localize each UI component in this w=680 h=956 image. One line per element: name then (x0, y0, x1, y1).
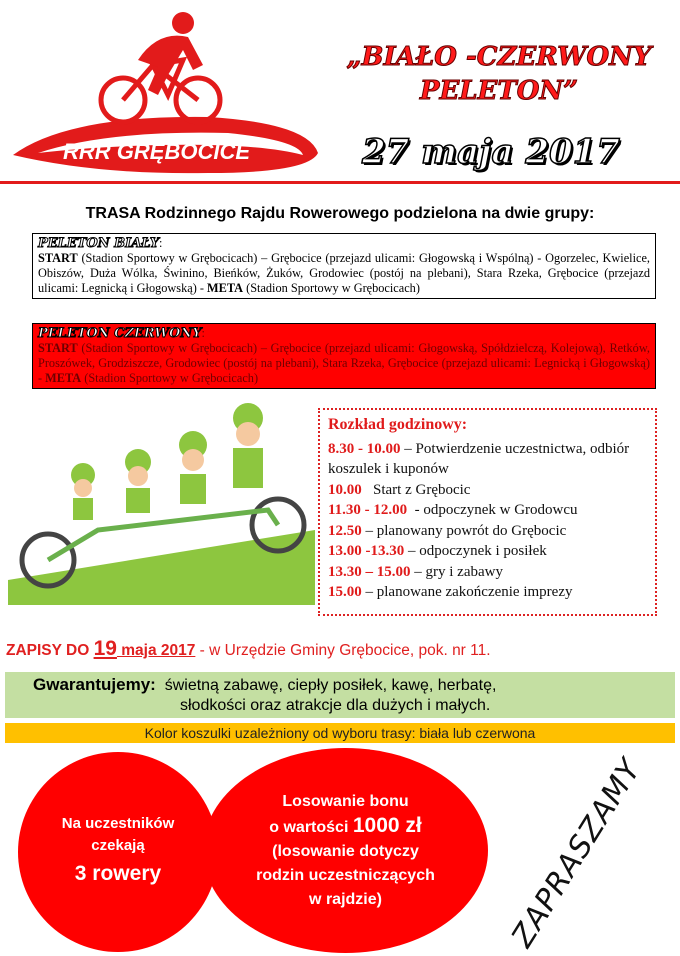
route-label: PELETON BIAŁY (38, 236, 159, 251)
route-end: (Stadion Sportowy w Grębocicach) (81, 371, 259, 385)
schedule-time: 13.00 -13.30 (328, 543, 405, 559)
schedule-title: Rozkład godzinowy: (328, 416, 468, 433)
registration-day: 19 (93, 637, 117, 660)
start-label: START (38, 341, 78, 355)
circle2-line3: (losowanie dotyczy (272, 842, 419, 860)
schedule-desc: Start z Grębocic (361, 481, 471, 498)
divider (0, 181, 680, 184)
schedule-item (328, 582, 647, 603)
schedule-time: 12.50 (328, 522, 362, 539)
schedule-desc: – gry i zabawy (410, 563, 503, 580)
guarantee-line1: świetną zabawę, ciepły posiłek, kawę, herbatę, (164, 677, 497, 694)
schedule-item (328, 480, 647, 501)
schedule-item (328, 439, 647, 480)
logo-text: RRR GRĘBOCICE (63, 139, 251, 164)
schedule-time: 13.30 – 15.00 (328, 563, 411, 580)
schedule-box (318, 408, 657, 616)
schedule-desc: – Potwierdzenie uczestnictwa, odbiór koszulek i kuponów (328, 440, 630, 477)
tandem-bike-icon (8, 400, 315, 605)
schedule-item (328, 562, 647, 583)
event-date: 27 maja 2017 (362, 132, 620, 172)
registration-month: maja 2017 (116, 642, 196, 659)
voucher-amount: 1000 zł (352, 813, 422, 837)
event-title (318, 40, 680, 108)
meta-label: META (45, 371, 82, 385)
circle2-line2 (203, 814, 488, 840)
circle1-line1: Na uczestników (61, 815, 175, 832)
circle2-value-label: o wartości (269, 818, 353, 836)
voucher-draw-circle (203, 748, 488, 953)
route-text: (Stadion Sportowy w Grębocicach) – Grębocice (przejazd ulicami: Głogowską, Spółdzielczą, Kolejową), Retków, Proszówek, Grodziszcze, Grodowiec (postój na plebani), Stara Rzeka, Grębocice (przejazd ulicami: Legnicką i Głogowską) - (38, 341, 650, 385)
route-white: PELETON BIAŁY: START (Stadion Sportowy w Grębocicach) – Grębocice (przejazd ulicami: Głogowską i Wspólną) - Ogorzelec, Kwielice, Obiszów, Duża Wólka, Świnino, Bieńków, Żuków, Grodowiec (postój na plebani), Stara Rzeka, Grębocice (przejazd ulicami: Legnicką i Głogowską) - META (Stadion Sportowy w Grębocicach) (32, 233, 656, 299)
tandem-family-illustration (8, 400, 315, 605)
route-label: PELETON CZERWONY (38, 326, 202, 341)
route-red: PELETON CZERWONY: START (Stadion Sportowy w Grębocicach) – Grębocice (przejazd ulicami: Głogowską, Spółdzielczą, Kolejową), Retków, Proszówek, Grodziszcze, Grodowiec (postój na plebani), Stara Rzeka, Grębocice (przejazd ulicami: Legnicką i Głogowską) - META (Stadion Sportowy w Grębocicach) (32, 323, 656, 389)
schedule-desc: - odpoczynek w Grodowcu (407, 502, 578, 518)
title-line1: „BIAŁO -CZERWONY (346, 42, 652, 72)
logo (8, 5, 323, 175)
registration-info (6, 637, 676, 661)
guarantee-label: Gwarantujemy: (33, 675, 156, 694)
guarantee-line2: słodkości oraz atrakcje dla dużych i małych. (180, 697, 491, 714)
circle2-line5: w rajdzie) (309, 890, 382, 908)
start-label: START (38, 251, 78, 265)
circle1-line3: 3 rowery (74, 862, 162, 885)
invite-text: ZAPRASZAMY (505, 752, 649, 954)
schedule-time: 11.30 - 12.00 (328, 502, 408, 518)
circle2-line1: Losowanie bonu (282, 792, 409, 810)
schedule-desc: – planowany powrót do Grębocic (361, 522, 567, 539)
shirt-color-note: Kolor koszulki uzależniony od wyboru trasy: biała lub czerwona (5, 723, 675, 743)
route-end: (Stadion Sportowy w Grębocicach) (243, 281, 420, 295)
route-text: (Stadion Sportowy w Grębocicach) – Grębocice (przejazd ulicami: Głogowską i Wspólną) - Ogorzelec, Kwielice, Obiszów, Duża Wólka, Świnino, Bieńków, Żuków, Grodowiec (postój na plebani), Stara Rzeka, Grębocice (przejazd ulicami: Legnicką i Głogowską) - (38, 251, 650, 295)
guarantee-box (5, 672, 675, 718)
schedule-time: 8.30 - 10.00 (328, 440, 401, 457)
prize-bikes-circle (18, 752, 218, 952)
registration-lead: ZAPISY DO (6, 642, 94, 659)
schedule-time: 10.00 (328, 481, 362, 498)
registration-place: - w Urzędzie Gminy Grębocice, pok. nr 11. (195, 642, 491, 659)
schedule-item (328, 500, 647, 521)
schedule-item (328, 541, 647, 562)
circle2-line4: rodzin uczestniczących (256, 866, 435, 884)
schedule-desc: – planowane zakończenie imprezy (361, 584, 573, 600)
route-heading: TRASA Rodzinnego Rajdu Rowerowego podzielona na dwie grupy: (85, 205, 595, 222)
circle1-line2: czekają (91, 837, 145, 854)
schedule-item (328, 521, 647, 542)
meta-label: META (207, 281, 244, 295)
title-line2: PELETON” (419, 76, 579, 106)
schedule-time: 15.00 (328, 584, 362, 600)
schedule-desc: – odpoczynek i posiłek (404, 543, 547, 559)
